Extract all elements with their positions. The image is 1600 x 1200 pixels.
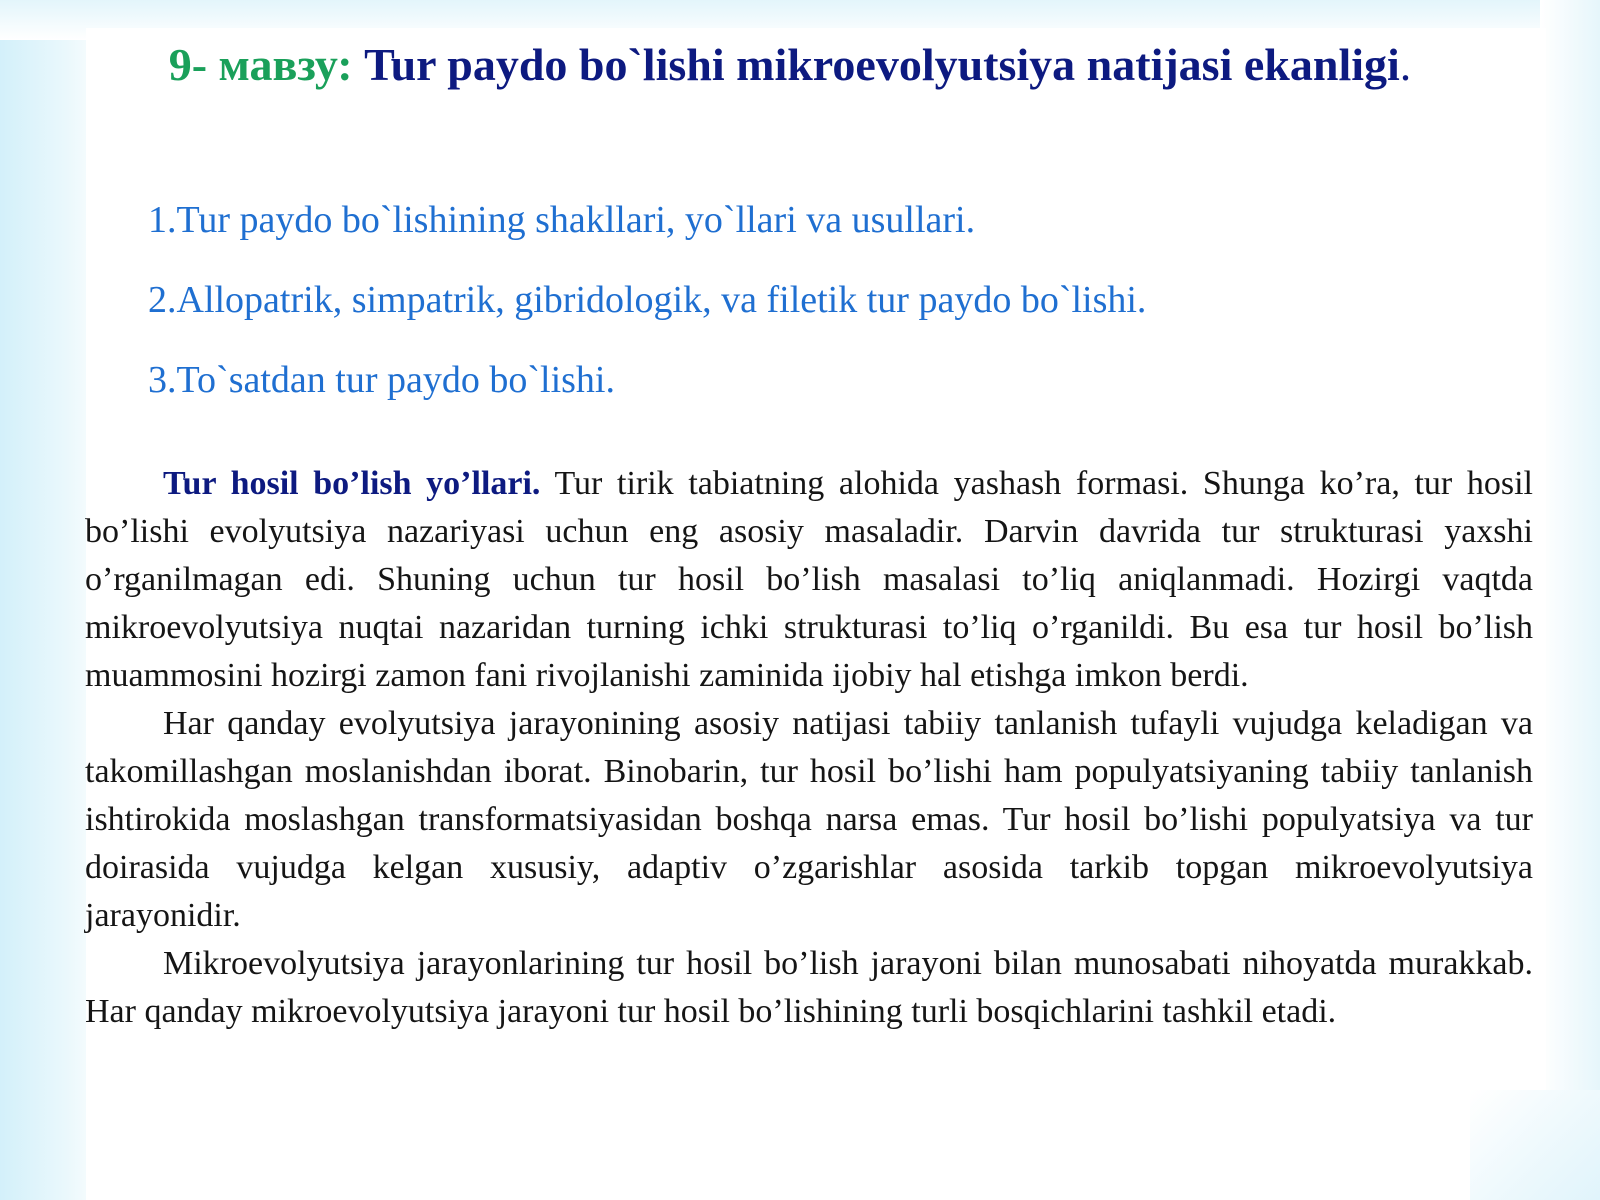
paragraph-lead-heading: Tur hosil bo’lish yo’llari. <box>163 465 541 502</box>
paragraph-1-text: Tur tirik tabiatning alohida yashash formasi. Shunga ko’ra, tur hosil bo’lishi evolyutsiya nazariyasi uchun eng asosiy masaladir. Darvin davrida tur strukturasi yaxshi o’rganilmagan edi. Shuning uchun tur hosil bo’lish masalasi to’liq aniqlanmadi. Hozirgi vaqtda mikroevolyutsiya nuqtai nazaridan turning ichki strukturasi to’liq o’rganildi. Bu esa tur hosil bo’lish muammosini hozirgi zamon fani rivojlanishi zaminida ijobiy hal etishga imkon berdi. <box>85 465 1533 694</box>
topic-number: 9- мавзу: <box>168 39 353 90</box>
plan-item-2: 2.Allopatrik, simpatrik, gibridologik, va filetik tur paydo bo`lishi. <box>148 279 1147 321</box>
body-text <box>85 460 1533 1036</box>
topic-plan-list <box>148 180 1528 420</box>
background-right-gradient <box>1540 0 1600 1200</box>
paragraph-2: Har qanday evolyutsiya jarayonining asosiy natijasi tabiiy tanlanish tufayli vujudga keladigan va takomillashgan moslanishdan iborat. Binobarin, tur hosil bo’lishi ham populyatsiyaning tabiiy tanlanish ishtirokida moslashgan transformatsiyasidan boshqa narsa emas. Tur hosil bo’lishi populyatsiya va tur doirasida vujudga kelgan xususiy, adaptiv o’zgarishlar asosida tarkib topgan mikroevolyutsiya jarayonidir. <box>85 705 1533 934</box>
plan-item-1: 1.Tur paydo bo`lishining shakllari, yo`llari va usullari. <box>148 199 976 241</box>
paragraph-1 <box>85 460 1533 700</box>
slide-title <box>140 32 1440 98</box>
paragraph-3: Mikroevolyutsiya jarayonlarining tur hosil bo’lish jarayoni bilan munosabati nihoyatda murakkab. Har qanday mikroevolyutsiya jarayoni tur hosil bo’lishining turli bosqichlarini tashkil etadi. <box>85 945 1533 1030</box>
background-corner-gradient <box>1470 1090 1600 1200</box>
title-period: . <box>1399 39 1412 90</box>
plan-item-3: 3.To`satdan tur paydo bo`lishi. <box>148 359 615 401</box>
topic-title: Tur paydo bo`lishi mikroevolyutsiya natijasi ekanligi <box>364 39 1400 90</box>
